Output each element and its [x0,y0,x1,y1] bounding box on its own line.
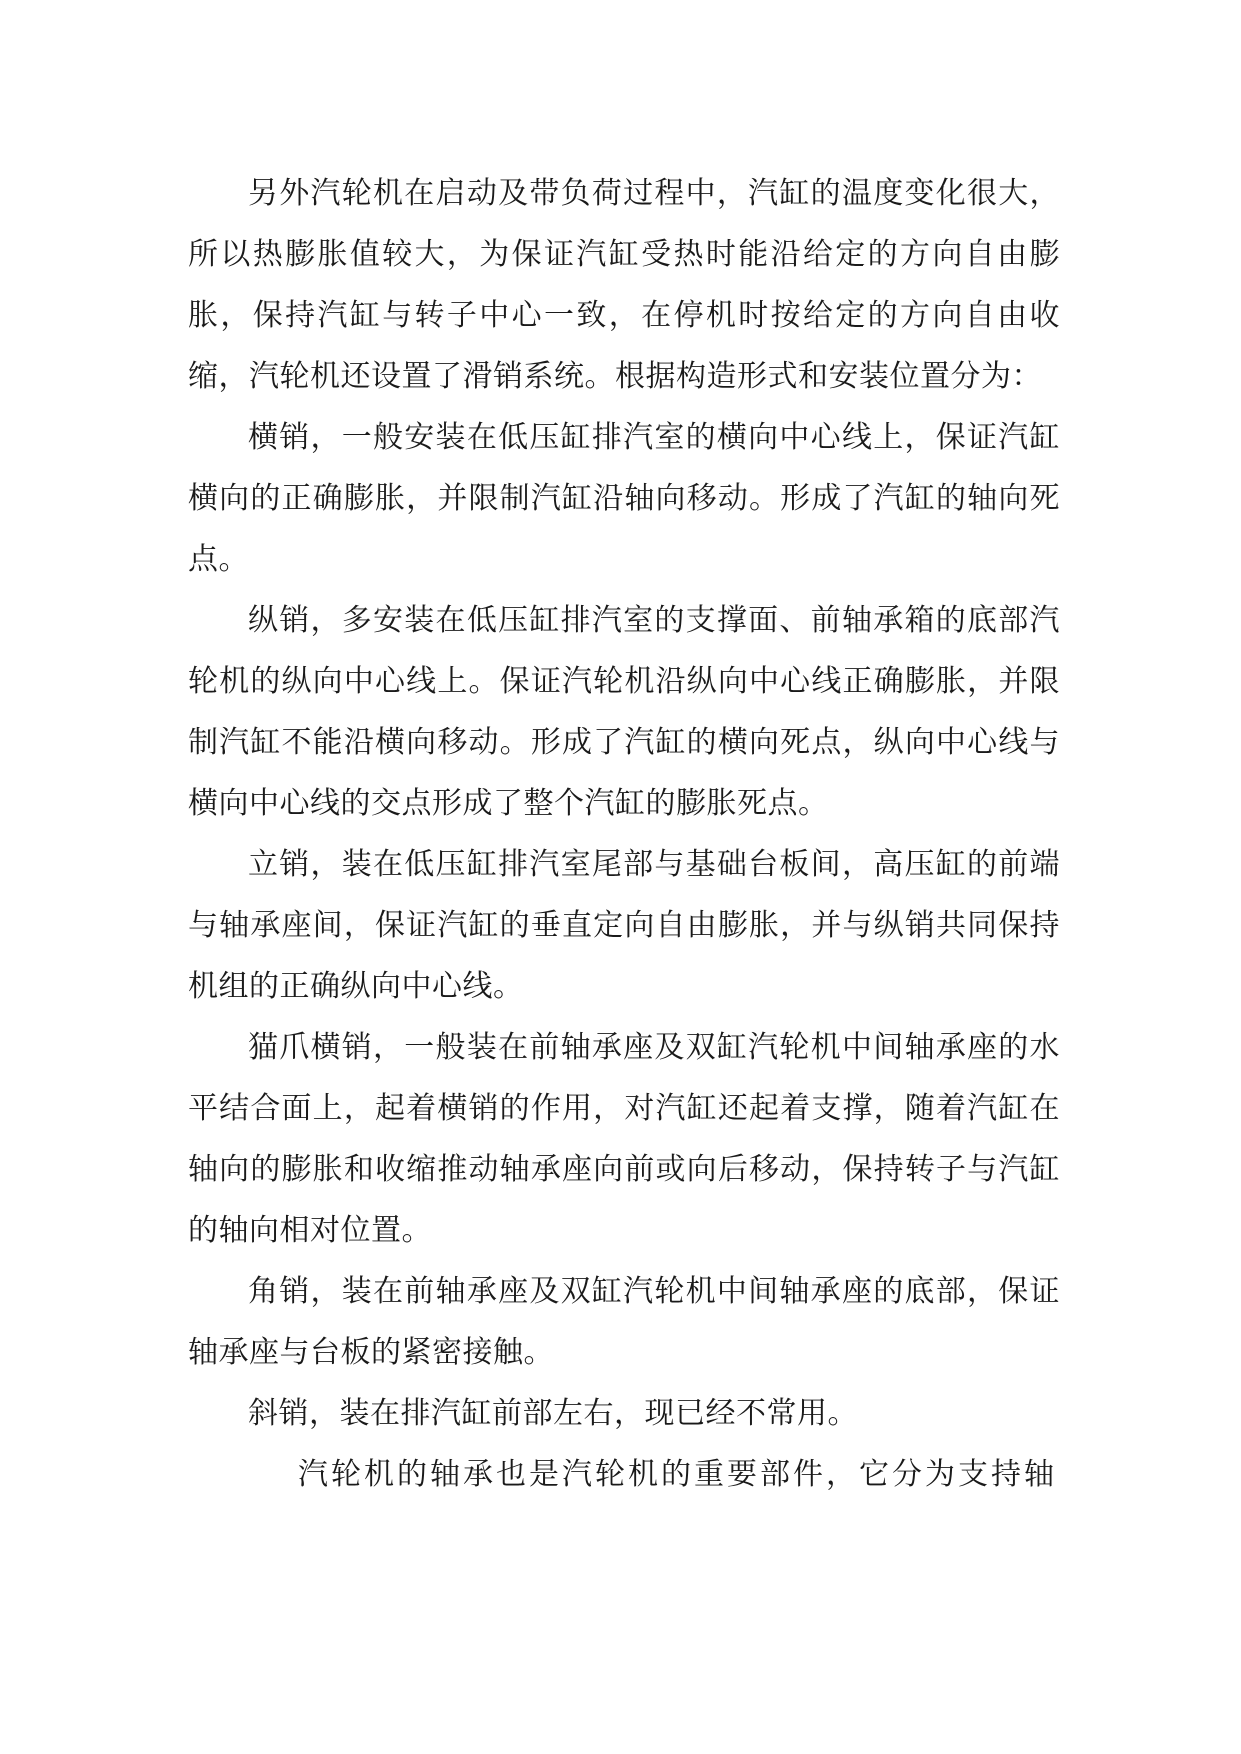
paragraph-longitudinal-pin: 纵销，多安装在低压缸排汽室的支撑面、前轴承箱的底部汽轮机的纵向中心线上。保证汽轮机沿纵向中心线正确膨胀，并限制汽缸不能沿横向移动。形成了汽缸的横向死点，纵向中心线与横向中心线的交点形成了整个汽缸的膨胀死点。 [188,603,1060,821]
paragraph-bearing: 汽轮机的轴承也是汽轮机的重要部件，它分为支持轴 [298,1457,1057,1492]
paragraph-transverse-pin: 横销，一般安装在低压缸排汽室的横向中心线上，保证汽缸横向的正确膨胀，并限制汽缸沿轴向移动。形成了汽缸的轴向死点。 [188,420,1060,577]
paragraph-claw-transverse-pin: 猫爪横销，一般装在前轴承座及双缸汽轮机中间轴承座的水平结合面上，起着横销的作用，对汽缸还起着支撑，随着汽缸在轴向的膨胀和收缩推动轴承座向前或向后移动，保持转子与汽缸的轴向相对位置。 [188,1030,1060,1248]
paragraph-sliding-pin-system: 另外汽轮机在启动及带负荷过程中，汽缸的温度变化很大，所以热膨胀值较大，为保证汽缸受热时能沿给定的方向自由膨胀，保持汽缸与转子中心一致，在停机时按给定的方向自由收缩，汽轮机还设置了滑销系统。根据构造形式和安装位置分为： [188,176,1060,394]
paragraph-angle-pin: 角销，装在前轴承座及双缸汽轮机中间轴承座的底部，保证轴承座与台板的紧密接触。 [188,1274,1060,1370]
paragraph-vertical-pin: 立销，装在低压缸排汽室尾部与基础台板间，高压缸的前端与轴承座间，保证汽缸的垂直定向自由膨胀，并与纵销共同保持机组的正确纵向中心线。 [188,847,1060,1004]
document-body [188,163,1060,1505]
paragraph-oblique-pin: 斜销，装在排汽缸前部左右，现已经不常用。 [248,1396,858,1431]
